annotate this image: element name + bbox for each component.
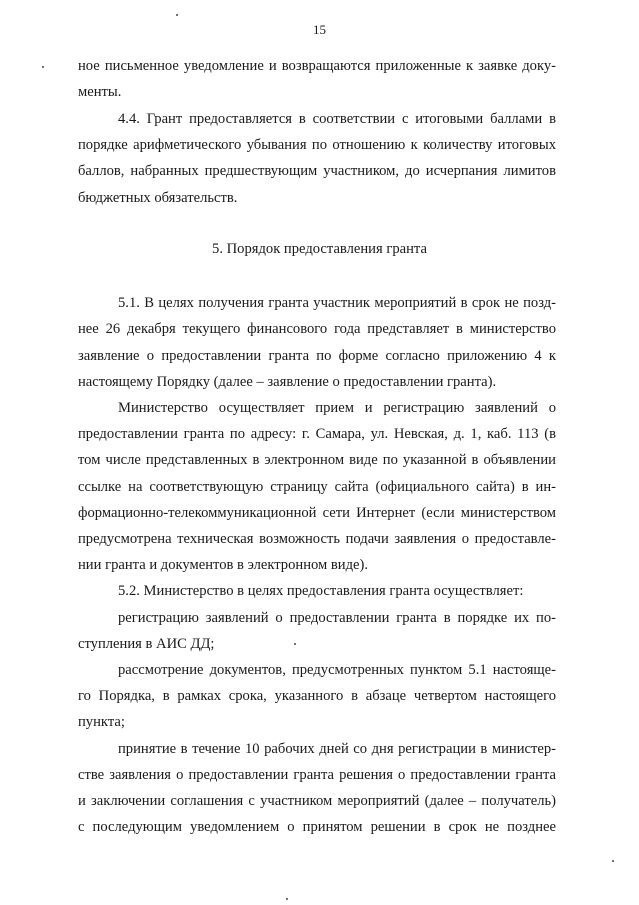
scan-speck xyxy=(286,898,288,900)
text-line: го Порядка, в рамках срока, указанного в абзаце четвертом настоящего xyxy=(78,688,556,704)
text-line: порядке арифметического убывания по отношению к количеству итоговых xyxy=(78,137,556,153)
text-line: стве заявления о предоставлении гранта решения о предоставлении гранта xyxy=(78,767,556,783)
text-line: с последующим уведомлением о принятом решении в срок не позднее xyxy=(78,819,556,835)
text-line: настоящему Порядку (далее – заявление о предоставлении гранта). xyxy=(78,374,497,390)
text-line: бюджетных обязательств. xyxy=(78,190,238,206)
page-number: 15 xyxy=(313,22,326,37)
text-line: регистрацию заявлений о предоставлении гранта в порядке их по- xyxy=(118,610,556,626)
scan-speck xyxy=(294,643,296,645)
scan-speck xyxy=(42,66,44,68)
text-line: формационно-телекоммуникационной сети Интернет (если министерством xyxy=(78,505,556,521)
text-line: ссылке на соответствующую страницу сайта (официального сайта) в ин- xyxy=(78,479,556,495)
text-line: предусмотрена техническая возможность подачи заявления о предоставле- xyxy=(78,531,556,547)
text-line: менты. xyxy=(78,84,122,100)
text-line: баллов, набранных предшествующим участником, до исчерпания лимитов xyxy=(78,163,556,179)
text-line: 5.1. В целях получения гранта участник мероприятий в срок не позд- xyxy=(118,295,556,311)
text-line: нее 26 декабря текущего финансового года представляет в министерство xyxy=(78,321,556,337)
text-line: рассмотрение документов, предусмотренных пунктом 5.1 настояще- xyxy=(118,662,556,678)
text-line: пункта; xyxy=(78,714,125,730)
section-heading: 5. Порядок предоставления гранта xyxy=(212,241,427,257)
text-line: и заключении соглашения с участником мероприятий (далее – получатель) xyxy=(78,793,556,809)
text-line: заявление о предоставлении гранта по форме согласно приложению 4 к xyxy=(78,348,556,364)
text-line: 4.4. Грант предоставляется в соответствии с итоговыми баллами в xyxy=(118,111,556,127)
text-line: ное письменное уведомление и возвращаются приложенные к заявке доку- xyxy=(78,58,556,74)
text-line: ступления в АИС ДД; xyxy=(78,636,215,652)
text-line: Министерство осуществляет прием и регистрацию заявлений о xyxy=(118,400,556,416)
scan-speck xyxy=(612,860,614,862)
text-line: принятие в течение 10 рабочих дней со дня регистрации в министер- xyxy=(118,741,556,757)
text-line: 5.2. Министерство в целях предоставления гранта осуществляет: xyxy=(118,583,524,599)
text-line: нии гранта и документов в электронном виде). xyxy=(78,557,369,573)
text-line: предоставлении гранта по адресу: г. Самара, ул. Невская, д. 1, каб. 113 (в xyxy=(78,426,556,442)
scan-speck xyxy=(176,14,178,16)
text-line: том числе представленных в электронном виде по указанной в объявлении xyxy=(78,452,556,468)
